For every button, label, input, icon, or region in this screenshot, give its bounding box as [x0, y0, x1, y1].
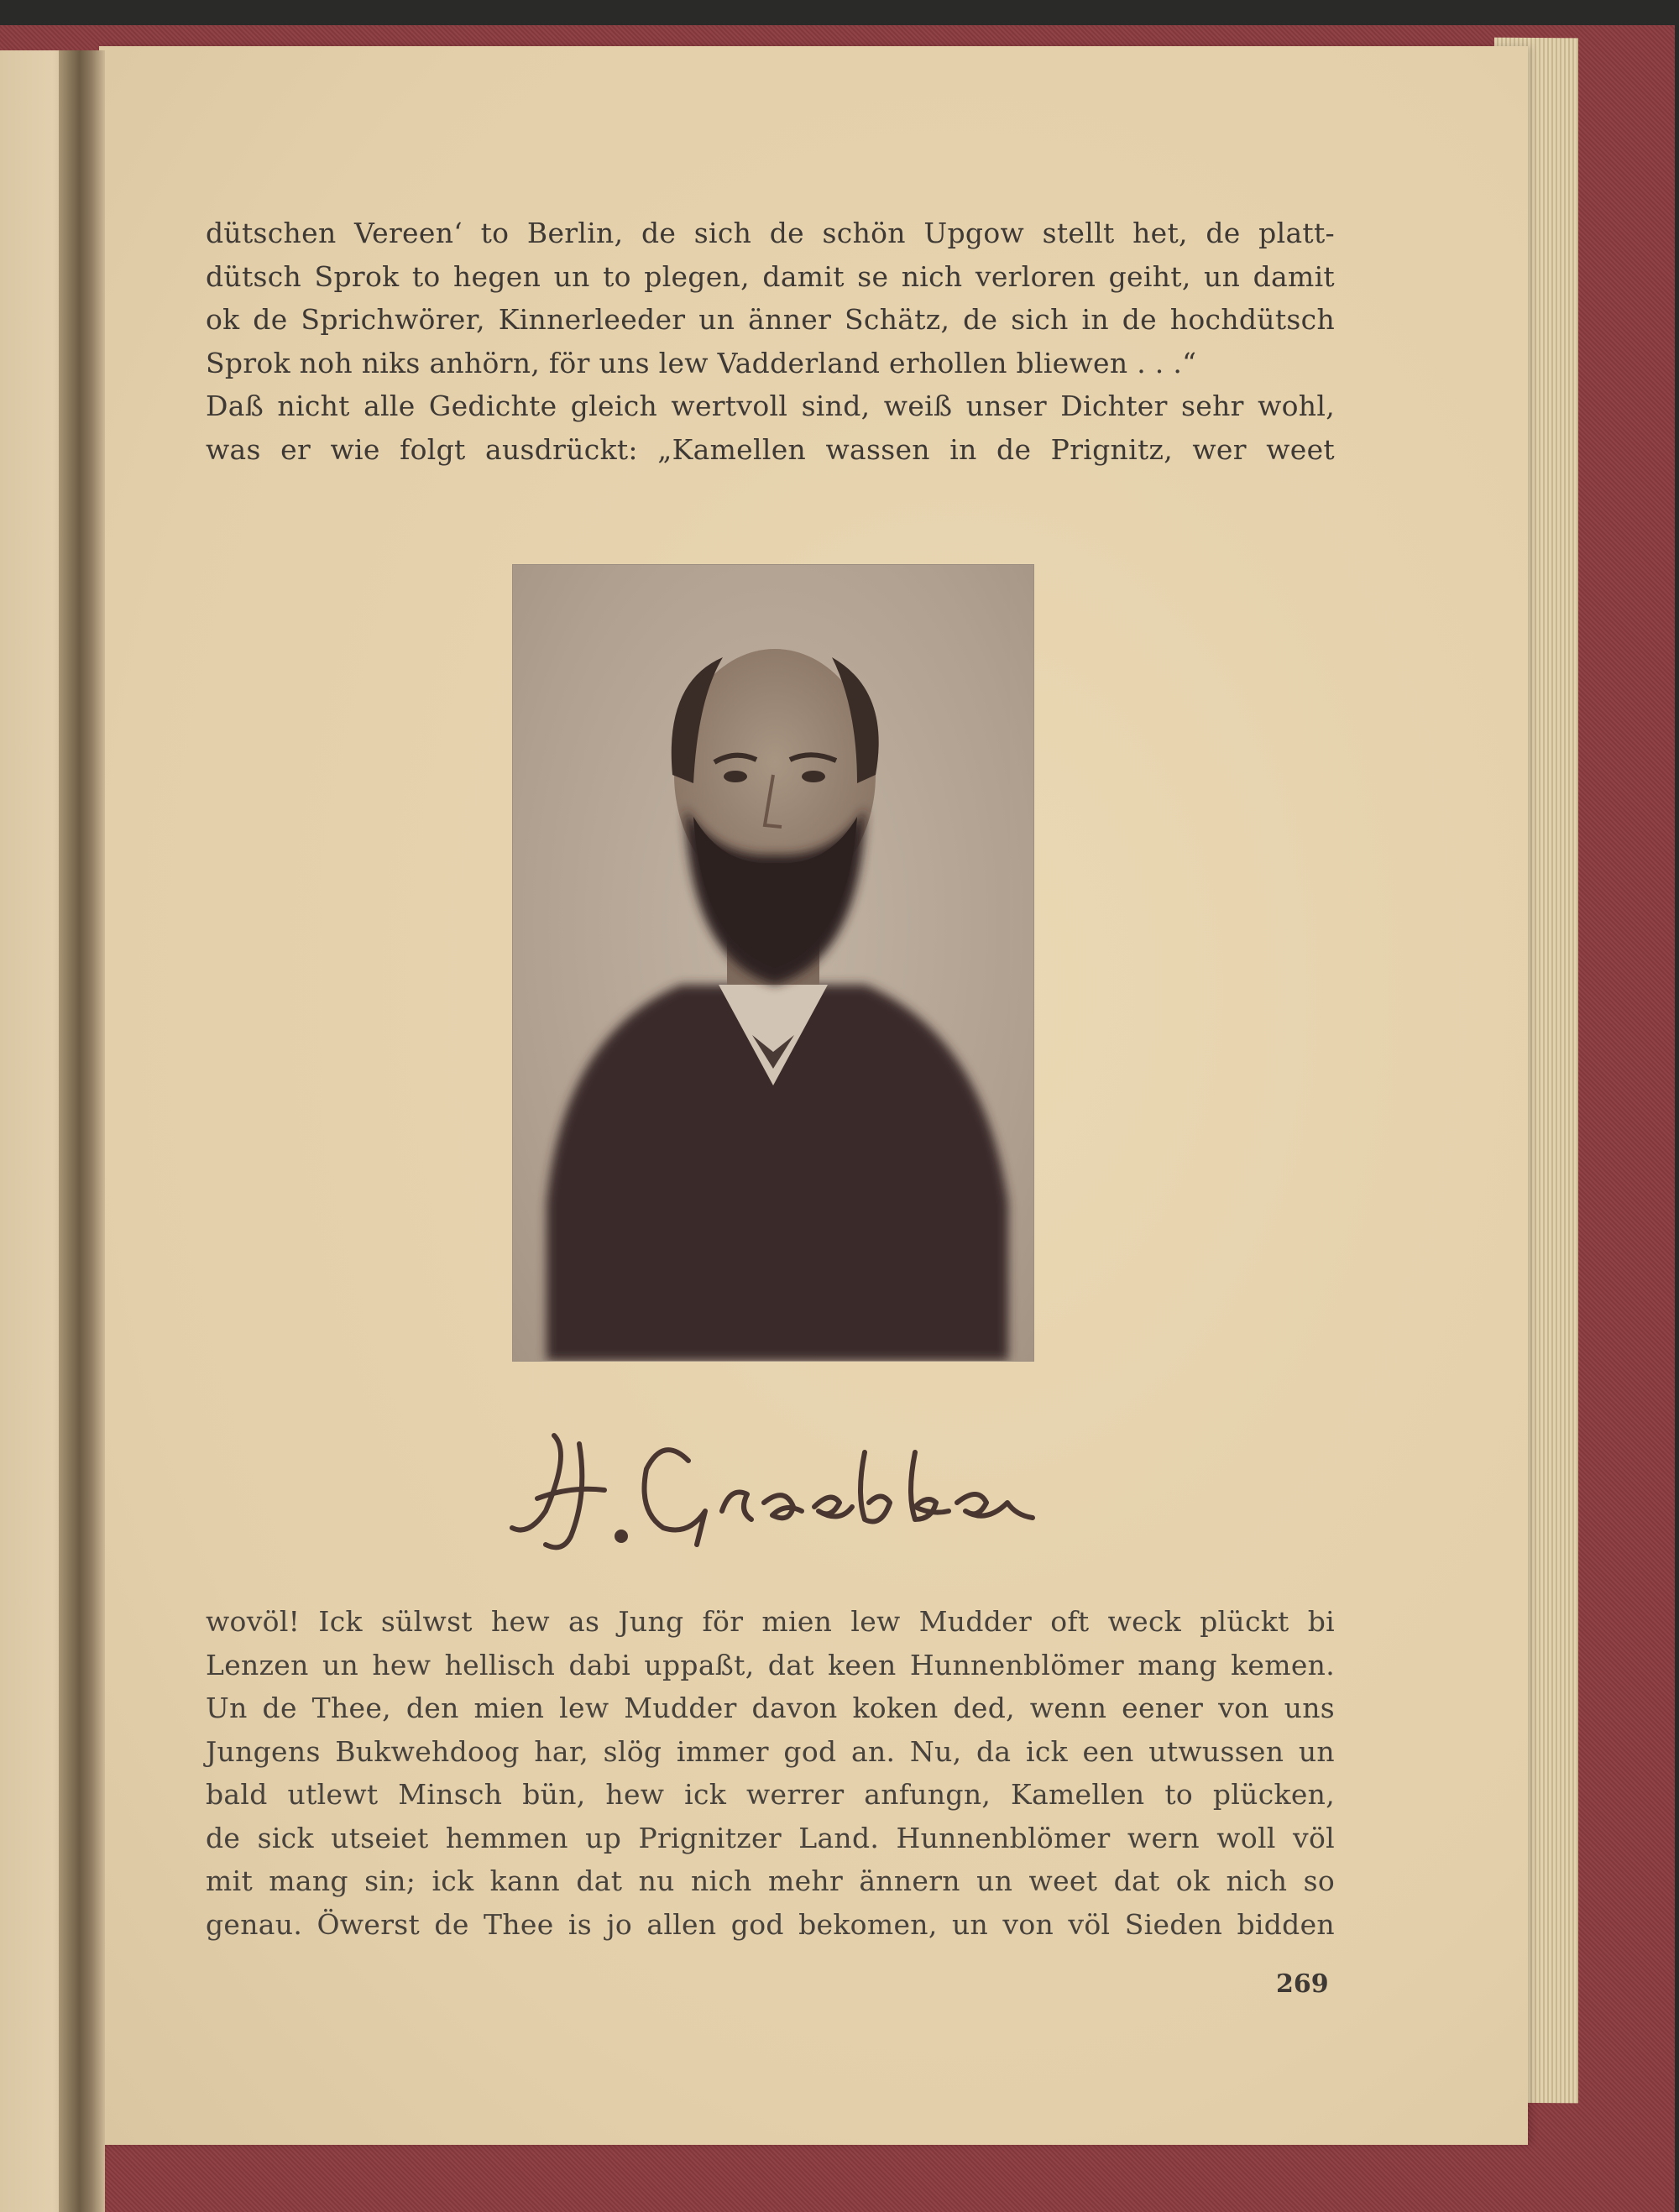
portrait-drawing	[513, 565, 1033, 1361]
bottom-paragraph	[206, 1600, 1335, 1946]
portrait-photo	[512, 564, 1034, 1362]
text-line: Un de Thee, den mien lew Mudder davon koken ded, wenn eener von uns	[206, 1692, 1335, 1724]
text-line: Jungens Bukwehdoog har, slög immer god an. Nu, da ick een utwussen un	[206, 1734, 1335, 1768]
text-line: wovöl! Ick sülwst hew as Jung för mien lew Mudder oft weck plückt bi	[206, 1605, 1335, 1638]
text-line: de sick utseiet hemmen up Prignitzer Land. Hunnenblömer wern woll völ	[206, 1821, 1335, 1854]
signature	[495, 1419, 1049, 1561]
book-gutter	[59, 50, 105, 2212]
text-line: Lenzen un hew hellisch dabi uppaßt, dat keen Hunnenblömer mang kemen.	[206, 1648, 1335, 1681]
text-line: bald utlewt Minsch bün, hew ick werrer anfungn, Kamellen to plücken,	[206, 1778, 1335, 1811]
text-line: genau. Öwerst de Thee is jo allen god bekomen, un von völ Sieden bidden	[206, 1907, 1335, 1941]
text-line: mit mang sin; ick kann dat nu nich mehr ännern un weet dat ok nich so	[206, 1864, 1335, 1897]
text-line: was er wie folgt ausdrückt: „Kamellen wassen in de Prignitz, wer weet	[206, 432, 1335, 466]
top-paragraph	[206, 212, 1335, 471]
text-line: Daß nicht alle Gedichte gleich wertvoll sind, weiß unser Dichter sehr wohl,	[206, 390, 1335, 422]
text-line: dütsch Sprok to hegen un to plegen, damit se nich verloren geiht, un damit	[206, 259, 1335, 293]
text-line: Sprok noh niks anhörn, för uns lew Vadderland erhollen bliewen . . .“	[206, 346, 1197, 379]
page-number: 269	[1276, 1969, 1329, 1999]
text-line: dütschen Vereen‘ to Berlin, de sich de schön Upgow stellt het, de platt-	[206, 217, 1335, 249]
handwritten-signature	[495, 1419, 1049, 1561]
text-line: ok de Sprichwörer, Kinnerleeder un änner Schätz, de sich in de hochdütsch	[206, 303, 1335, 336]
